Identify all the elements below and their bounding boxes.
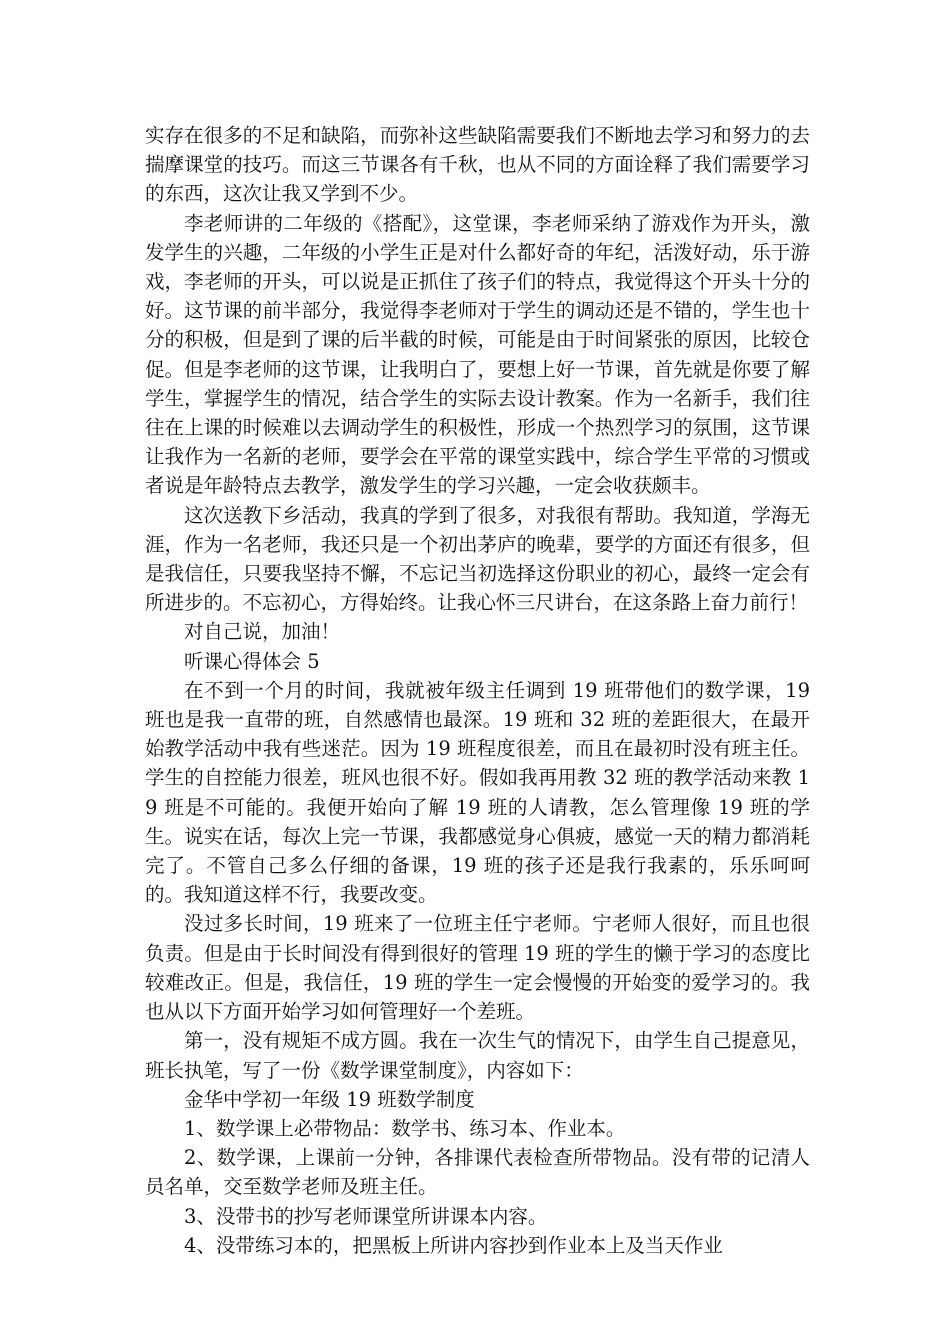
paragraph-rules-intro: 第一，没有规矩不成方圆。我在一次生气的情况下，由学生自己提意见，班长执笔，写了一份《数学课堂制度》，内容如下：: [145, 1029, 810, 1082]
paragraph-class-19-intro: 在不到一个月的时间，我就被年级主任调到 19 班带他们的数学课，19 班也是我一直带的班，自然感情也最深。19 班和 32 班的差距很大，在最开始教学活动中我有些迷茫。因为 19 班程度很差，而且在最初时没有班主任。学生的自控能力很差，班风也很不好。假如我再用教 32 班的教学活动来教 19 班是不可能的。我便开始向了解 19 班的人请教，怎么管理像 19 班的学生。说实在话，每次上完一节课，我都感觉身心俱疲，感觉一天的精力都消耗完了。不管自己多么仔细的备课，19 班的孩子还是我行我素的，乐乐呵呵的。我知道这样不行，我要改变。: [145, 678, 810, 907]
paragraph-li-teacher-lesson: 李老师讲的二年级的《搭配》，这堂课，李老师采纳了游戏作为开头，激发学生的兴趣，二年级的小学生正是对什么都好奇的年纪，活泼好动，乐于游戏，李老师的开头，可以说是正抓住了孩子们的特点，我觉得这个开头十分的好。这节课的前半部分，我觉得李老师对于学生的调动还是不错的，学生也十分的积极，但是到了课的后半截的时候，可能是由于时间紧张的原因，比较仓促。但是李老师的这节课，让我明白了，要想上好一节课，首先就是你要了解学生，掌握学生的情况，结合学生的实际去设计教案。作为一名新手，我们往往在上课的时候难以去调动学生的积极性，形成一个热烈学习的氛围，这节课让我作为一名新的老师，要学会在平常的课堂实践中，综合学生平常的习惯或者说是年龄特点去教学，激发学生的学习兴趣，一定会收获颇丰。: [145, 211, 810, 498]
paragraph-outreach-reflection: 这次送教下乡活动，我真的学到了很多，对我很有帮助。我知道，学海无涯，作为一名老师，我还只是一个初出茅庐的晚辈，要学的方面还有很多，但是我信任，只要我坚持不懈，不忘记当初选择这份职业的初心，最终一定会有所进步的。不忘初心，方得始终。让我心怀三尺讲台，在这条路上奋力前行！: [145, 503, 810, 615]
rules-title: 金华中学初一年级 19 班数学制度: [184, 1087, 475, 1111]
paragraph-encouragement: 对自己说，加油！: [184, 620, 341, 644]
rule-item-4: 4、没带练习本的，把黑板上所讲内容抄到作业本上及当天作业: [184, 1233, 723, 1257]
rule-item-2: 2、数学课，上课前一分钟，各排课代表检查所带物品。没有带的记清人员名单，交至数学老师及班主任。: [145, 1146, 810, 1199]
rule-item-1: 1、数学课上必带物品：数学书、练习本、作业本。: [184, 1116, 626, 1140]
paragraph-new-head-teacher: 没过多长时间，19 班来了一位班主任宁老师。宁老师人很好，而且也很负责。但是由于长时间没有得到很好的管理 19 班的学生的懒于学习的态度比较难改正。但是，我信任，19 班的学生一定会慢慢的开始变的爱学习的。我也从以下方面开始学习如何管理好一个差班。: [145, 912, 810, 1024]
paragraph-continuation: 实存在很多的不足和缺陷，而弥补这些缺陷需要我们不断地去学习和努力的去揣摩课堂的技巧。而这三节课各有千秋，也从不同的方面诠释了我们需要学习的东西，这次让我又学到不少。: [145, 124, 810, 206]
rule-item-3: 3、没带书的抄写老师课堂所讲课本内容。: [184, 1204, 548, 1228]
document-body: [145, 121, 810, 1260]
section-heading: 听课心得体会 5: [184, 649, 320, 673]
